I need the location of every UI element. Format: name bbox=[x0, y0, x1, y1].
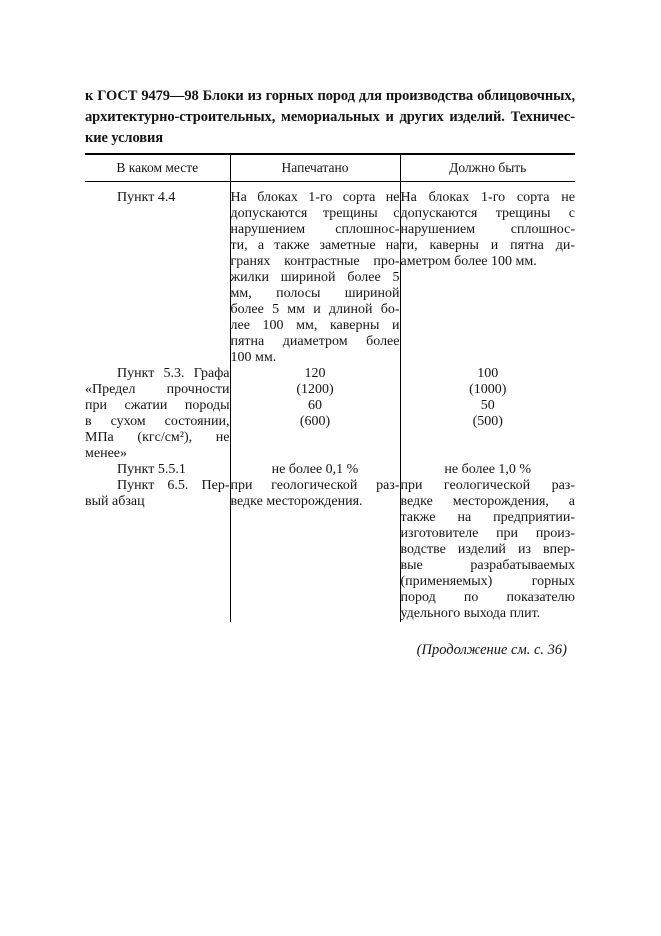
text-line: Пункт 4.4 bbox=[117, 190, 176, 205]
cell-correct bbox=[400, 366, 575, 462]
cell-place bbox=[85, 462, 230, 478]
text-line: На блоках 1-го сорта не bbox=[230, 190, 400, 205]
text-line: 100 мм. bbox=[230, 350, 277, 365]
table-row bbox=[85, 366, 575, 462]
text-line: (600) bbox=[299, 414, 331, 429]
text-line: не более 1,0 % bbox=[444, 462, 532, 477]
text-line: удельного выхода плит. bbox=[400, 606, 541, 621]
text-line: кие условия bbox=[85, 130, 163, 146]
text-line: 50 bbox=[480, 398, 495, 413]
cell-text bbox=[85, 462, 230, 478]
cell-correct bbox=[400, 462, 575, 478]
text-line: 60 bbox=[308, 398, 322, 413]
text-line: нарушением сплошнос- bbox=[230, 222, 400, 237]
cell-text bbox=[401, 366, 576, 430]
text-line: вый абзац bbox=[85, 494, 145, 509]
text-line: нарушением сплошнос- bbox=[400, 222, 575, 237]
text-line: аметром более 100 мм. bbox=[400, 254, 537, 269]
cell-text bbox=[401, 478, 576, 622]
header-cell-place: В каком месте bbox=[85, 154, 230, 182]
cell-correct bbox=[400, 182, 575, 367]
text-line: (применяемых) горных bbox=[400, 574, 575, 589]
cell-text bbox=[231, 462, 400, 478]
continuation-note: (Продолжение см. с. 36) bbox=[416, 642, 567, 658]
text-line: водстве изделий из впер- bbox=[400, 542, 575, 557]
cell-place bbox=[85, 478, 230, 622]
text-line: при геологической раз- bbox=[400, 478, 575, 493]
cell-text bbox=[401, 462, 576, 478]
text-line: при геологической раз- bbox=[230, 478, 400, 493]
cell-text bbox=[85, 190, 230, 206]
text-line: (1200) bbox=[296, 382, 334, 397]
cell-place bbox=[85, 182, 230, 367]
header-cell-printed: Напечатано bbox=[230, 154, 400, 182]
cell-text bbox=[401, 190, 576, 270]
table-row bbox=[85, 462, 575, 478]
text-line: ведке месторождения. bbox=[230, 494, 363, 509]
text-line: мм, полосы шириной bbox=[230, 286, 400, 301]
text-line: ти, а также заметные на bbox=[230, 238, 400, 253]
text-line: 120 bbox=[304, 366, 326, 381]
cell-text bbox=[85, 366, 230, 462]
cell-printed bbox=[230, 366, 400, 462]
doc-title bbox=[85, 86, 575, 149]
text-line: МПа (кгс/см²), не bbox=[85, 430, 230, 445]
text-line: Пункт 5.5.1 bbox=[117, 462, 186, 477]
cell-correct bbox=[400, 478, 575, 622]
table-row bbox=[85, 182, 575, 367]
text-line: (1000) bbox=[469, 382, 507, 397]
text-line: лее 100 мм, каверны и bbox=[230, 318, 400, 333]
cell-text bbox=[231, 190, 400, 366]
text-line: жилки шириной более 5 bbox=[230, 270, 400, 285]
text-line: «Предел прочности bbox=[85, 382, 230, 397]
cell-printed bbox=[230, 182, 400, 367]
text-line: вые разрабатываемых bbox=[400, 558, 575, 573]
text-line: изготовителе при произ- bbox=[400, 526, 575, 541]
text-line: Пункт 6.5. Пер- bbox=[117, 478, 230, 493]
text-line: допускаются трещины с bbox=[400, 206, 575, 221]
errata-table bbox=[85, 153, 575, 622]
cell-printed bbox=[230, 462, 400, 478]
text-line: при сжатии породы bbox=[85, 398, 230, 413]
text-line: допускаются трещины с bbox=[230, 206, 400, 221]
text-line: не более 0,1 % bbox=[271, 462, 359, 477]
text-line: (500) bbox=[472, 414, 503, 429]
text-line: ведке месторождения, а bbox=[400, 494, 575, 509]
text-line: архитектурно-строительных, мемориальных и других изделий. Техничес- bbox=[85, 109, 575, 125]
text-line: Пункт 5.3. Графа bbox=[117, 366, 230, 381]
text-line: в сухом состоянии, bbox=[85, 414, 230, 429]
text-line: менее» bbox=[85, 446, 127, 461]
cell-text bbox=[231, 478, 400, 510]
text-line: пятна диаметром более bbox=[230, 334, 400, 349]
page-content bbox=[85, 86, 575, 659]
cell-place bbox=[85, 366, 230, 462]
text-line: На блоках 1-го сорта не bbox=[400, 190, 575, 205]
cell-text bbox=[85, 478, 230, 510]
header-cell-correct: Должно быть bbox=[400, 154, 575, 182]
table-header-row bbox=[85, 154, 575, 182]
text-line: гранях контрастные про- bbox=[230, 254, 400, 269]
text-line: ти, каверны и пятна ди- bbox=[400, 238, 575, 253]
text-line: 100 bbox=[477, 366, 499, 381]
text-line: также на предприятии- bbox=[400, 510, 575, 525]
text-line: пород по показателю bbox=[400, 590, 575, 605]
table-row bbox=[85, 478, 575, 622]
text-line: более 5 мм и длиной бо- bbox=[230, 302, 400, 317]
cell-text bbox=[231, 366, 400, 430]
cell-printed bbox=[230, 478, 400, 622]
text-line: к ГОСТ 9479—98 Блоки из горных пород для производства облицовочных, bbox=[85, 88, 575, 104]
